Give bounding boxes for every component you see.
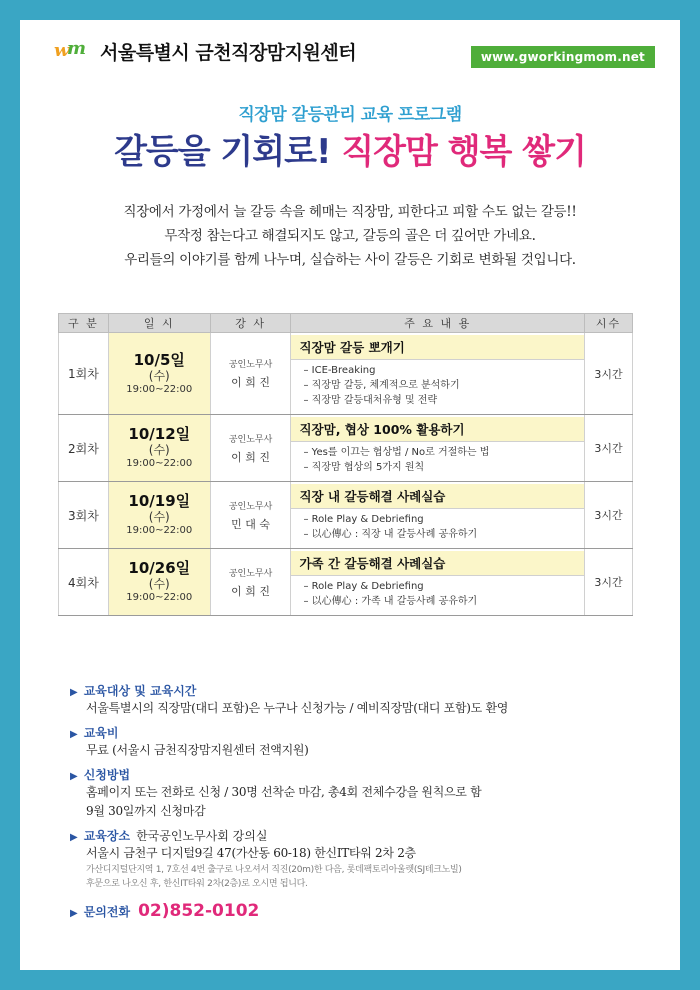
session-time: 19:00~22:00 [126,458,193,469]
triangle-bullet-icon: ▶ [70,832,78,843]
session-item: – ICE-Breaking [303,365,376,376]
session-item: – 以心傳心 : 직장 내 갈등사례 공유하기 [303,529,478,540]
date-cell [108,482,210,549]
session-date: 10/5일 [133,350,185,369]
place-name: 한국공인노무사회 강의실 [136,829,268,843]
col-header-content: 주 요 내 용 [291,314,585,333]
session-items [291,442,584,479]
round-cell: 1회차 [59,333,109,415]
triangle-bullet-icon: ▶ [70,908,78,919]
session-item: – Role Play & Debriefing [303,514,424,525]
table-row [59,482,633,549]
session-weekday: (수) [148,510,170,524]
session-items [291,360,584,412]
triangle-bullet-icon: ▶ [70,771,78,782]
place-note: 가산디지털단지역 1, 7호선 4번 출구로 나오셔서 직진(20m)한 다음, 롯데팩토리아울렛(SJ테크노빌) [86,865,462,875]
main-title-part2: 직장맘 행복 쌓기 [341,132,586,172]
intro-line: 무작정 참는다고 해결되지도 않고, 갈등의 골은 더 깊어만 가네요. [164,228,536,244]
session-items [291,509,584,546]
session-item: – 직장맘 협상의 5가지 원칙 [303,462,425,473]
center-name: 서울특별시 금천직장맘지원센터 [100,42,357,64]
session-date: 10/19일 [128,492,191,510]
instructor-cell [210,482,291,549]
session-weekday: (수) [148,368,170,383]
col-header-hours: 시수 [585,314,633,333]
session-topic: 직장 내 갈등해결 사례실습 [291,484,584,509]
instructor-cell [210,415,291,482]
instructor-name: 민 대 숙 [231,517,271,531]
hours-cell: 3시간 [585,415,633,482]
session-weekday: (수) [148,443,170,457]
content-cell [291,482,585,549]
intro-text [20,200,680,272]
table-row [59,333,633,415]
content-cell [291,549,585,616]
instructor-name: 이 희 진 [231,584,271,598]
target-section [70,682,650,718]
apply-line: 9월 30일까지 신청마감 [86,804,206,818]
content-cell [291,333,585,415]
contact-phone[interactable]: 02)852-0102 [138,901,260,921]
apply-line: 홈페이지 또는 전화로 신청 / 30명 선착순 마감, 총4회 전체수강을 원칙으로 함 [86,785,482,799]
session-item: – Role Play & Debriefing [303,581,424,592]
session-time: 19:00~22:00 [126,383,193,395]
session-date: 10/12일 [128,425,191,443]
contact-title: 문의전화 [83,905,131,919]
date-cell [108,549,210,616]
intro-line: 직장에서 가정에서 늘 갈등 속을 헤매는 직장맘, 피한다고 피할 수도 없는 갈등!! [123,204,577,220]
triangle-bullet-icon: ▶ [70,687,78,698]
fee-section [70,724,650,760]
main-title-part1: 갈등을 기회로! [114,132,331,172]
apply-title: 신청방법 [83,768,131,782]
fee-body: 무료 (서울시 금천직장맘지원센터 전액지원) [86,743,309,757]
place-note: 후문으로 나오신 후, 한신IT타워 2차(2층)로 오시면 됩니다. [86,879,308,889]
round-cell: 3회차 [59,482,109,549]
instructor-cell [210,333,291,415]
poster-sheet [20,20,680,970]
round-cell: 4회차 [59,549,109,616]
session-item: – 직장맘 갈등대처유형 및 전략 [303,395,438,406]
instructor-role: 공인노무사 [228,434,273,445]
round-cell: 2회차 [59,415,109,482]
target-body: 서울특별시의 직장맘(대디 포함)은 누구나 신청가능 / 예비직장맘(대디 포함)도 환영 [86,701,509,715]
hours-cell: 3시간 [585,333,633,415]
wm-logo-icon: w m [54,37,87,61]
table-header-row [59,314,633,333]
fee-title: 교육비 [83,726,119,740]
target-title: 교육대상 및 교육시간 [83,684,197,698]
instructor-name: 이 희 진 [231,376,271,389]
session-time: 19:00~22:00 [126,592,193,603]
instructor-role: 공인노무사 [228,360,273,370]
instructor-role: 공인노무사 [228,501,273,512]
website-url[interactable]: www.gworkingmom.net [471,46,655,68]
place-section [70,827,650,891]
col-header-date: 일 시 [108,314,210,333]
center-logo [54,38,356,65]
info-section [70,682,650,927]
session-date: 10/26일 [128,559,191,577]
content-cell [291,415,585,482]
main-title [20,124,680,173]
session-item: – Yes를 이끄는 협상법 / No로 거절하는 법 [303,447,490,458]
program-subtitle: 직장맘 갈등관리 교육 프로그램 [238,105,462,125]
place-address: 서울시 금천구 디지털9길 47(가산동 60-18) 한신IT타워 2차 2층 [86,846,416,860]
schedule-table [58,313,633,616]
date-cell [108,333,210,415]
date-cell [108,415,210,482]
session-weekday: (수) [148,577,170,591]
instructor-cell [210,549,291,616]
session-items [291,576,584,613]
place-title: 교육장소 [83,829,131,843]
triangle-bullet-icon: ▶ [70,729,78,740]
instructor-role: 공인노무사 [228,568,273,579]
session-topic: 직장맘, 협상 100% 활용하기 [291,417,584,442]
contact-section [70,901,650,921]
table-row [59,415,633,482]
apply-section [70,766,650,821]
col-header-round: 구 분 [59,314,109,333]
session-item: – 직장맘 갈등, 체계적으로 분석하기 [303,380,460,391]
hours-cell: 3시간 [585,482,633,549]
session-item: – 以心傳心 : 가족 내 갈등사례 공유하기 [303,596,478,607]
table-row [59,549,633,616]
instructor-name: 이 희 진 [231,450,271,464]
session-topic: 가족 간 갈등해결 사례실습 [291,551,584,576]
session-time: 19:00~22:00 [126,525,193,536]
hours-cell: 3시간 [585,549,633,616]
col-header-instructor: 강 사 [210,314,291,333]
intro-line: 우리들의 이야기를 함께 나누며, 실습하는 사이 갈등은 기회로 변화될 것입니다. [124,252,576,268]
session-topic: 직장맘 갈등 뽀개기 [291,335,584,360]
